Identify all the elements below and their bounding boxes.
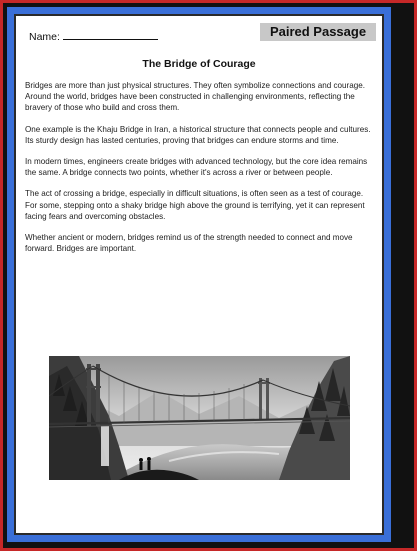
name-label: Name: (29, 31, 60, 43)
passage-title: The Bridge of Courage (142, 58, 256, 70)
paragraph: In modern times, engineers create bridges with advanced technology, but the core idea remains the same. A bridge connects two points, whether it's across a river or between people. (25, 157, 368, 178)
worksheet-page (14, 14, 384, 535)
passage-body (25, 80, 375, 264)
suspension-bridge-photo (49, 356, 350, 480)
paragraph: The act of crossing a bridge, especially in difficult situations, is often seen as a test of courage. For some, stepping onto a shaky bridge high above the ground is terrifying, yet it can represent facing fears and overcoming obstacles. (25, 189, 365, 221)
paired-passage-badge: Paired Passage (260, 23, 376, 41)
paragraph: Bridges are more than just physical structures. They often symbolize connections and courage. Around the world, bridges have been constructed in challenging environments, reflecting the bravery of those who build and cross them. (25, 81, 365, 113)
name-write-line[interactable] (63, 29, 158, 40)
paragraph: Whether ancient or modern, bridges remind us of the strength needed to connect and move forward. Bridges are important. (25, 233, 353, 254)
paragraph: One example is the Khaju Bridge in Iran, a historical structure that connects people and cultures. Its sturdy design has lasted centuries, proving that bridges can endure storms and time. (25, 124, 371, 145)
name-field-row (29, 29, 249, 43)
